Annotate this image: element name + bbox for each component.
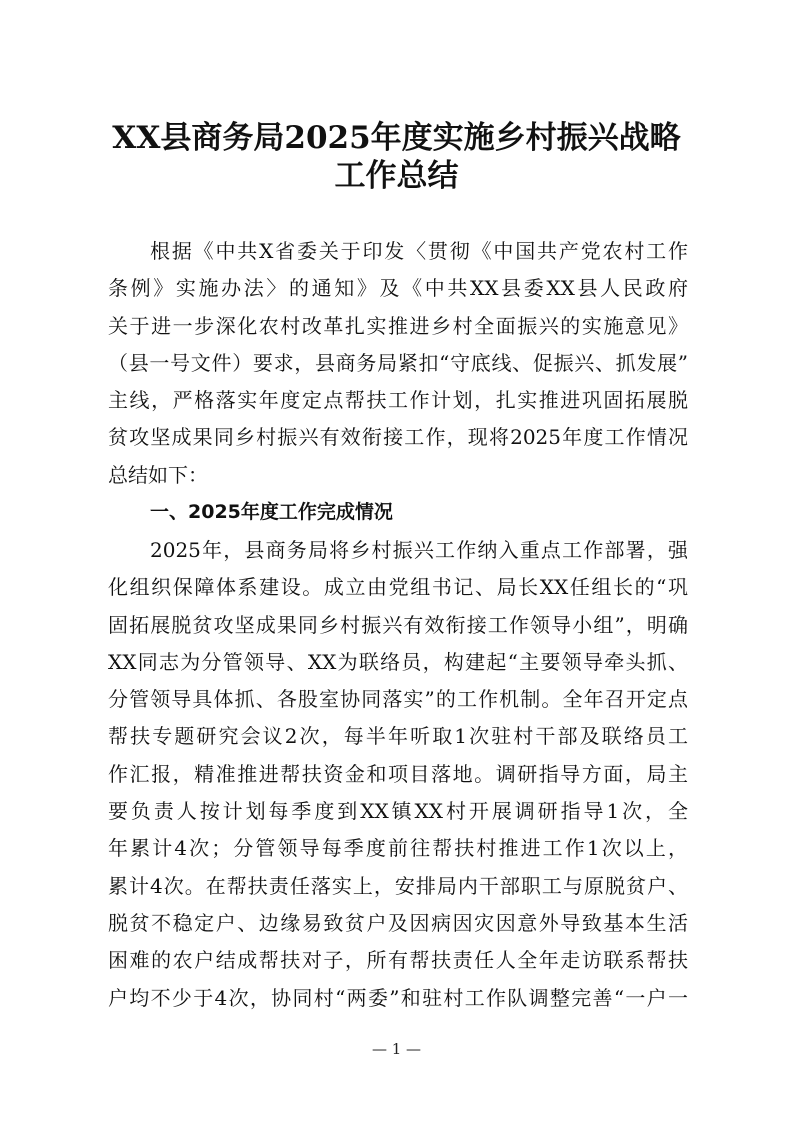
- paragraph-line: 化组织保障体系建设。成立由党组书记、局长XX任组长的“巩: [108, 575, 688, 600]
- document-title-line-2: 工作总结: [334, 158, 459, 194]
- section-heading: 一、2025年度工作完成情况: [150, 501, 393, 524]
- paragraph-line: 作汇报，精准推进帮扶资金和项目落地。调研指导方面，局主: [108, 761, 688, 786]
- paragraph-line: 主线，严格落实年度定点帮扶工作计划，扎实推进巩固拓展脱: [108, 388, 688, 413]
- paragraph-line: 分管领导具体抓、各股室协同落实”的工作机制。全年召开定点: [108, 687, 688, 712]
- paragraph-line: 帮扶专题研究会议2次，每半年听取1次驻村干部及联络员工: [108, 724, 688, 749]
- paragraph-line: 脱贫不稳定户、边缘易致贫户及因病因灾因意外导致基本生活: [108, 910, 688, 935]
- paragraph-line: 累计4次。在帮扶责任落实上，安排局内干部职工与原脱贫户、: [108, 873, 688, 898]
- paragraph-line: 要负责人按计划每季度到XX镇XX村开展调研指导1次，全: [108, 799, 688, 824]
- paragraph-line: 固拓展脱贫攻坚成果同乡村振兴有效衔接工作领导小组”，明确: [108, 612, 688, 637]
- paragraph-line: 总结如下：: [108, 462, 208, 487]
- paragraph-line: 根据《中共X省委关于印发〈贯彻《中国共产党农村工作: [150, 239, 688, 263]
- paragraph-line: 关于进一步深化农村改革扎实推进乡村全面振兴的实施意见》: [108, 313, 688, 338]
- paragraph-line: （县一号文件）要求，县商务局紧扣“守底线、促振兴、抓发展”: [108, 350, 688, 375]
- document-title-line-1: XX县商务局2025年度实施乡村振兴战略: [112, 120, 681, 156]
- paragraph-line: 年累计4次；分管领导每季度前往帮扶村推进工作1次以上，: [108, 836, 688, 861]
- intro-paragraph: [108, 233, 688, 531]
- section1-paragraph: [108, 532, 688, 1017]
- paragraph-line: 户均不少于4次，协同村“两委”和驻村工作队调整完善“一户一: [108, 985, 688, 1010]
- paragraph-line: 条例》实施办法〉的通知》及《中共XX县委XX县人民政府: [108, 276, 688, 301]
- page-number: — 1 —: [371, 1040, 422, 1058]
- paragraph-line: 困难的农户结成帮扶对子，所有帮扶责任人全年走访联系帮扶: [108, 948, 688, 973]
- paragraph-line: 贫攻坚成果同乡村振兴有效衔接工作，现将2025年度工作情况: [108, 425, 688, 450]
- paragraph-line: XX同志为分管领导、XX为联络员，构建起“主要领导牵头抓、: [108, 649, 688, 674]
- paragraph-line: 2025年，县商务局将乡村振兴工作纳入重点工作部署，强: [150, 538, 688, 562]
